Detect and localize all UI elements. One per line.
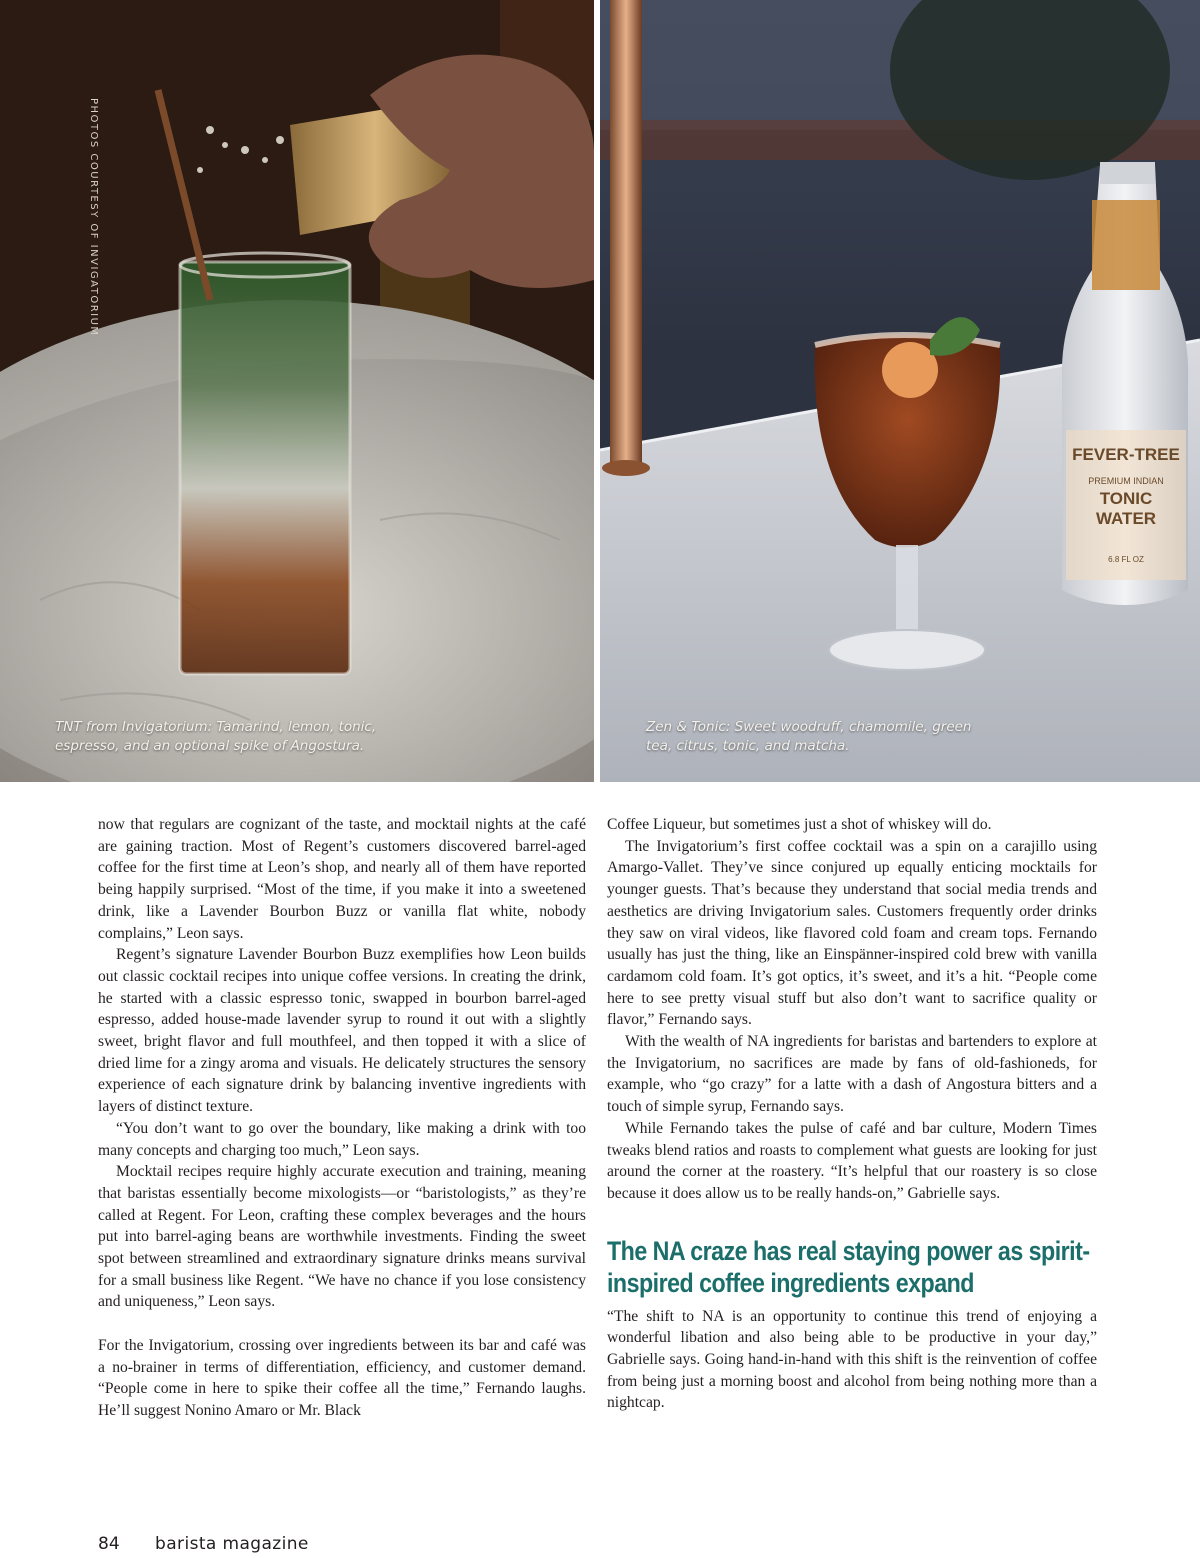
body-paragraph: For the Invigatorium, crossing over ingredients between its bar and café was a no-brainer in terms of differentiation, efficiency, and customer demand. “People come in here to spike their coffee all the time,” Fernando laughs. He’ll suggest Nonino Amaro or Mr. Black bbox=[98, 1336, 586, 1419]
page-number: 84 bbox=[98, 1534, 120, 1554]
body-paragraph: Mocktail recipes require highly accurate execution and training, meaning that baristas essentially become mixologists—or “baristologists,” as they’re called at Regent. For Leon, crafting these complex beverages and the hours put into barrel-aging beans are worthwhile investments. Finding the sweet spot between streamlined and extraordinary signature drinks means survival for a small business like Regent. “We have no chance if you lose consistency and uniqueness,” Leon says. bbox=[98, 1163, 586, 1311]
body-paragraph: With the wealth of NA ingredients for baristas and bartenders to explore at the Invigatorium, no sacrifices are made by fans of old-fashioneds, for example, who “go crazy” for a latte with a dash of Angostura bitters and a touch of simple syrup, Fernando says. bbox=[607, 1033, 1097, 1116]
body-paragraph: Coffee Liqueur, but sometimes just a shot of whiskey will do. bbox=[607, 816, 992, 833]
body-paragraph: “You don’t want to go over the boundary, like making a drink with too many concepts and charging too much,” Leon says. bbox=[98, 1119, 586, 1159]
photo-credit: PHOTOS COURTESY OF INVIGATORIUM bbox=[88, 98, 99, 337]
section-heading: The NA craze has real staying power as spirit-inspired coffee ingredients expand bbox=[607, 1235, 1090, 1298]
body-paragraph: Regent’s signature Lavender Bourbon Buzz exemplifies how Leon builds out classic cocktail recipes into unique coffee versions. In creating the drink, he started with a classic espresso tonic, swapped in bourbon barrel-aged espresso, added house-made lavender syrup to round it out with a slightly sweet, bright flavor and full mouthfeel, and then topped it with a slice of dried lime for a zingy aroma and visuals. He delicately structures the sensory experience of each signature drink by balancing inventive ingredients with layers of distinct texture. bbox=[98, 946, 586, 1116]
body-paragraph: now that regulars are cognizant of the taste, and mocktail nights at the café are gaining traction. Most of Regent’s customers discovered barrel-aged coffee for the first time at Leon’s shop, and nearly all of them have reported being happily surprised. “Most of the time, if you make it into a sweetened drink, like a Lavender Bourbon Buzz or vanilla flat white, nobody complains,” Leon says. bbox=[98, 816, 586, 942]
article-column-left bbox=[98, 814, 586, 1422]
magazine-name: barista magazine bbox=[155, 1534, 309, 1554]
bottle-brand: FEVER-TREE bbox=[1072, 445, 1180, 464]
zen-tonic-image bbox=[600, 0, 1200, 782]
body-paragraph: “The shift to NA is an opportunity to continue this trend of enjoying a wonderful libation and also being able to be productive in your day,” Gabrielle says. Going hand-in-hand with this shift is the reinvention of coffee from being just a morning boost and alcohol from being nothing more than a nightcap. bbox=[607, 1307, 1097, 1412]
photo-tnt-cocktail bbox=[0, 0, 594, 782]
body-paragraph: The Invigatorium’s first coffee cocktail was a spin on a carajillo using Amargo-Vallet. They’ve since conjured up equally enticing mocktails for younger guests. That’s because they understand that social media trends and aesthetics are driving Invigatorium sales. Customers frequently order drinks they saw on viral videos, like flavored cold foam and cream tops. Fernando usually has just the thing, like an Einspänner-inspired cold brew with vanilla cardamom cold foam. It’s got optics, it’s sweet, and it’s a hit. “People come here to see pretty visual stuff but also don’t want to sacrifice quality or flavor,” Fernando says. bbox=[607, 837, 1097, 1029]
body-paragraph: While Fernando takes the pulse of café and bar culture, Modern Times tweaks blend ratios and roasts to complement what guests are looking for just around the corner at the roastery. “It’s helpful that our roastery is so close because it does allow us to be really hands-on,” Gabrielle says. bbox=[607, 1119, 1097, 1202]
page-footer bbox=[98, 1534, 309, 1554]
left-photo-caption: TNT from Invigatorium: Tamarind, lemon, tonic, espresso, and an optional spike of Angostura. bbox=[55, 719, 377, 754]
article-column-right bbox=[607, 814, 1097, 1414]
bottle-line2: TONIC bbox=[1099, 489, 1153, 508]
bottle-line1: PREMIUM INDIAN bbox=[1088, 476, 1164, 486]
right-photo-caption: Zen & Tonic: Sweet woodruff, chamomile, green tea, citrus, tonic, and matcha. bbox=[646, 719, 972, 754]
photo-zen-tonic bbox=[600, 0, 1200, 782]
bottle-volume: 6.8 FL OZ bbox=[1108, 555, 1144, 564]
bottle-line3: WATER bbox=[1095, 509, 1157, 528]
